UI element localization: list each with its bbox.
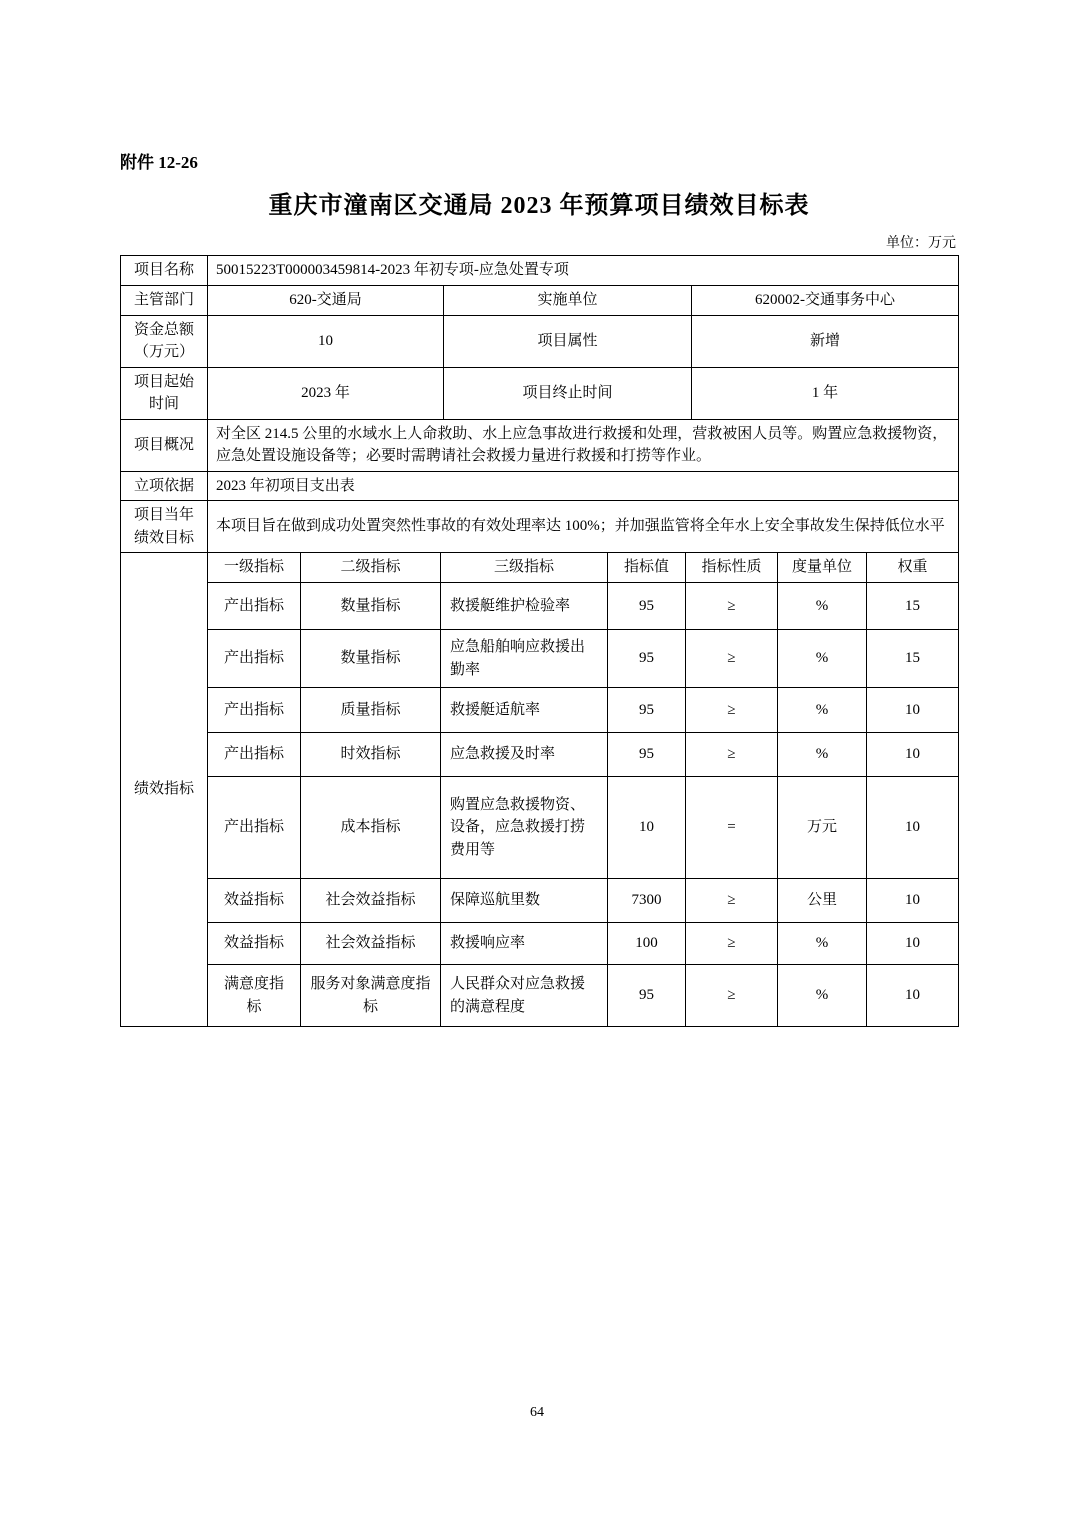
value-basis: 2023 年初项目支出表 — [208, 471, 959, 501]
indicator-nature: = — [686, 777, 778, 879]
value-end-time: 1 年 — [692, 367, 959, 419]
value-start-time: 2023 年 — [208, 367, 444, 419]
indicator-nature: ≥ — [686, 879, 778, 923]
indicator-unit: % — [778, 923, 867, 965]
indicator-col-header-unit: 度量单位 — [778, 553, 867, 583]
indicator-row — [121, 777, 959, 879]
document-content — [120, 148, 958, 1027]
label-overview: 项目概况 — [121, 419, 208, 471]
indicator-row — [121, 630, 959, 688]
indicator-col-header-l1: 一级指标 — [208, 553, 301, 583]
indicator-value: 95 — [608, 965, 686, 1027]
value-project-attr: 新增 — [692, 315, 959, 367]
indicator-weight: 10 — [867, 879, 959, 923]
indicator-level3: 救援艇适航率 — [441, 688, 608, 733]
indicator-level3: 人民群众对应急救援的满意程度 — [441, 965, 608, 1027]
label-start-time: 项目起始时间 — [121, 367, 208, 419]
indicator-unit: % — [778, 965, 867, 1027]
row-annual-goal — [121, 501, 959, 553]
indicator-level2: 数量指标 — [301, 583, 441, 630]
indicator-value: 7300 — [608, 879, 686, 923]
label-annual-goal: 项目当年绩效目标 — [121, 501, 208, 553]
value-fund-total: 10 — [208, 315, 444, 367]
indicator-level3: 救援艇维护检验率 — [441, 583, 608, 630]
indicator-level2: 数量指标 — [301, 630, 441, 688]
indicator-level3: 救援响应率 — [441, 923, 608, 965]
unit-note: 单位：万元 — [886, 236, 956, 251]
row-dept — [121, 285, 959, 315]
indicator-col-header-l2: 二级指标 — [301, 553, 441, 583]
indicator-weight: 15 — [867, 583, 959, 630]
indicator-col-header-weight: 权重 — [867, 553, 959, 583]
indicator-level1: 产出指标 — [208, 583, 301, 630]
value-dept: 620-交通局 — [208, 285, 444, 315]
indicator-weight: 10 — [867, 965, 959, 1027]
page-title: 重庆市潼南区交通局 2023 年预算项目绩效目标表 — [268, 193, 810, 219]
row-basis — [121, 471, 959, 501]
indicator-nature: ≥ — [686, 923, 778, 965]
label-project-name: 项目名称 — [121, 256, 208, 286]
indicator-weight: 10 — [867, 923, 959, 965]
row-fund — [121, 315, 959, 367]
page-number: 64 — [530, 1405, 544, 1420]
indicator-nature: ≥ — [686, 733, 778, 777]
attachment-label: 附件 12-26 — [120, 153, 198, 172]
indicator-level3: 应急救援及时率 — [441, 733, 608, 777]
label-indicators: 绩效指标 — [121, 553, 208, 1027]
indicator-row — [121, 965, 959, 1027]
indicator-level3: 应急船舶响应救援出勤率 — [441, 630, 608, 688]
indicator-level2: 时效指标 — [301, 733, 441, 777]
indicator-unit: % — [778, 733, 867, 777]
indicators-header-row — [121, 553, 959, 583]
indicator-level3: 保障巡航里数 — [441, 879, 608, 923]
indicator-nature: ≥ — [686, 630, 778, 688]
project-info-table — [120, 255, 959, 553]
label-fund-total: 资金总额（万元） — [121, 315, 208, 367]
indicators-table — [120, 552, 959, 1027]
indicator-level1: 产出指标 — [208, 688, 301, 733]
label-impl-unit: 实施单位 — [444, 285, 692, 315]
indicator-nature: ≥ — [686, 965, 778, 1027]
indicator-nature: ≥ — [686, 688, 778, 733]
row-project-name — [121, 256, 959, 286]
indicator-row — [121, 733, 959, 777]
indicator-col-header-nature: 指标性质 — [686, 553, 778, 583]
indicator-level2: 成本指标 — [301, 777, 441, 879]
indicator-row — [121, 583, 959, 630]
indicator-unit: % — [778, 583, 867, 630]
value-overview: 对全区 214.5 公里的水域水上人命救助、水上应急事故进行救援和处理，营救被困人员等。购置应急救援物资，应急处置设施设备等；必要时需聘请社会救援力量进行救援和打捞等作业。 — [208, 419, 959, 471]
row-overview — [121, 419, 959, 471]
indicator-level2: 质量指标 — [301, 688, 441, 733]
indicator-level1: 满意度指标 — [208, 965, 301, 1027]
indicator-weight: 10 — [867, 733, 959, 777]
indicator-level1: 效益指标 — [208, 923, 301, 965]
indicator-nature: ≥ — [686, 583, 778, 630]
label-end-time: 项目终止时间 — [444, 367, 692, 419]
indicator-level1: 产出指标 — [208, 630, 301, 688]
value-annual-goal: 本项目旨在做到成功处置突然性事故的有效处理率达 100%；并加强监管将全年水上安全事故发生保持低位水平 — [208, 501, 959, 553]
indicator-unit: % — [778, 630, 867, 688]
indicator-row — [121, 923, 959, 965]
indicator-unit: % — [778, 688, 867, 733]
indicator-weight: 15 — [867, 630, 959, 688]
indicator-level2: 社会效益指标 — [301, 879, 441, 923]
value-impl-unit: 620002-交通事务中心 — [692, 285, 959, 315]
label-basis: 立项依据 — [121, 471, 208, 501]
indicator-level1: 产出指标 — [208, 733, 301, 777]
indicator-col-header-value: 指标值 — [608, 553, 686, 583]
indicator-level2: 服务对象满意度指标 — [301, 965, 441, 1027]
indicator-value: 95 — [608, 630, 686, 688]
indicator-level3: 购置应急救援物资、设备，应急救援打捞费用等 — [441, 777, 608, 879]
indicator-value: 95 — [608, 688, 686, 733]
indicator-row — [121, 688, 959, 733]
indicator-level1: 效益指标 — [208, 879, 301, 923]
indicator-weight: 10 — [867, 688, 959, 733]
indicator-unit: 公里 — [778, 879, 867, 923]
indicator-unit: 万元 — [778, 777, 867, 879]
indicator-value: 10 — [608, 777, 686, 879]
indicator-row — [121, 879, 959, 923]
label-project-attr: 项目属性 — [444, 315, 692, 367]
indicator-value: 100 — [608, 923, 686, 965]
label-dept: 主管部门 — [121, 285, 208, 315]
indicator-value: 95 — [608, 583, 686, 630]
indicator-value: 95 — [608, 733, 686, 777]
value-project-name: 50015223T000003459814-2023 年初专项-应急处置专项 — [208, 256, 959, 286]
indicator-level2: 社会效益指标 — [301, 923, 441, 965]
indicator-col-header-l3: 三级指标 — [441, 553, 608, 583]
indicator-level1: 产出指标 — [208, 777, 301, 879]
row-time — [121, 367, 959, 419]
indicator-weight: 10 — [867, 777, 959, 879]
